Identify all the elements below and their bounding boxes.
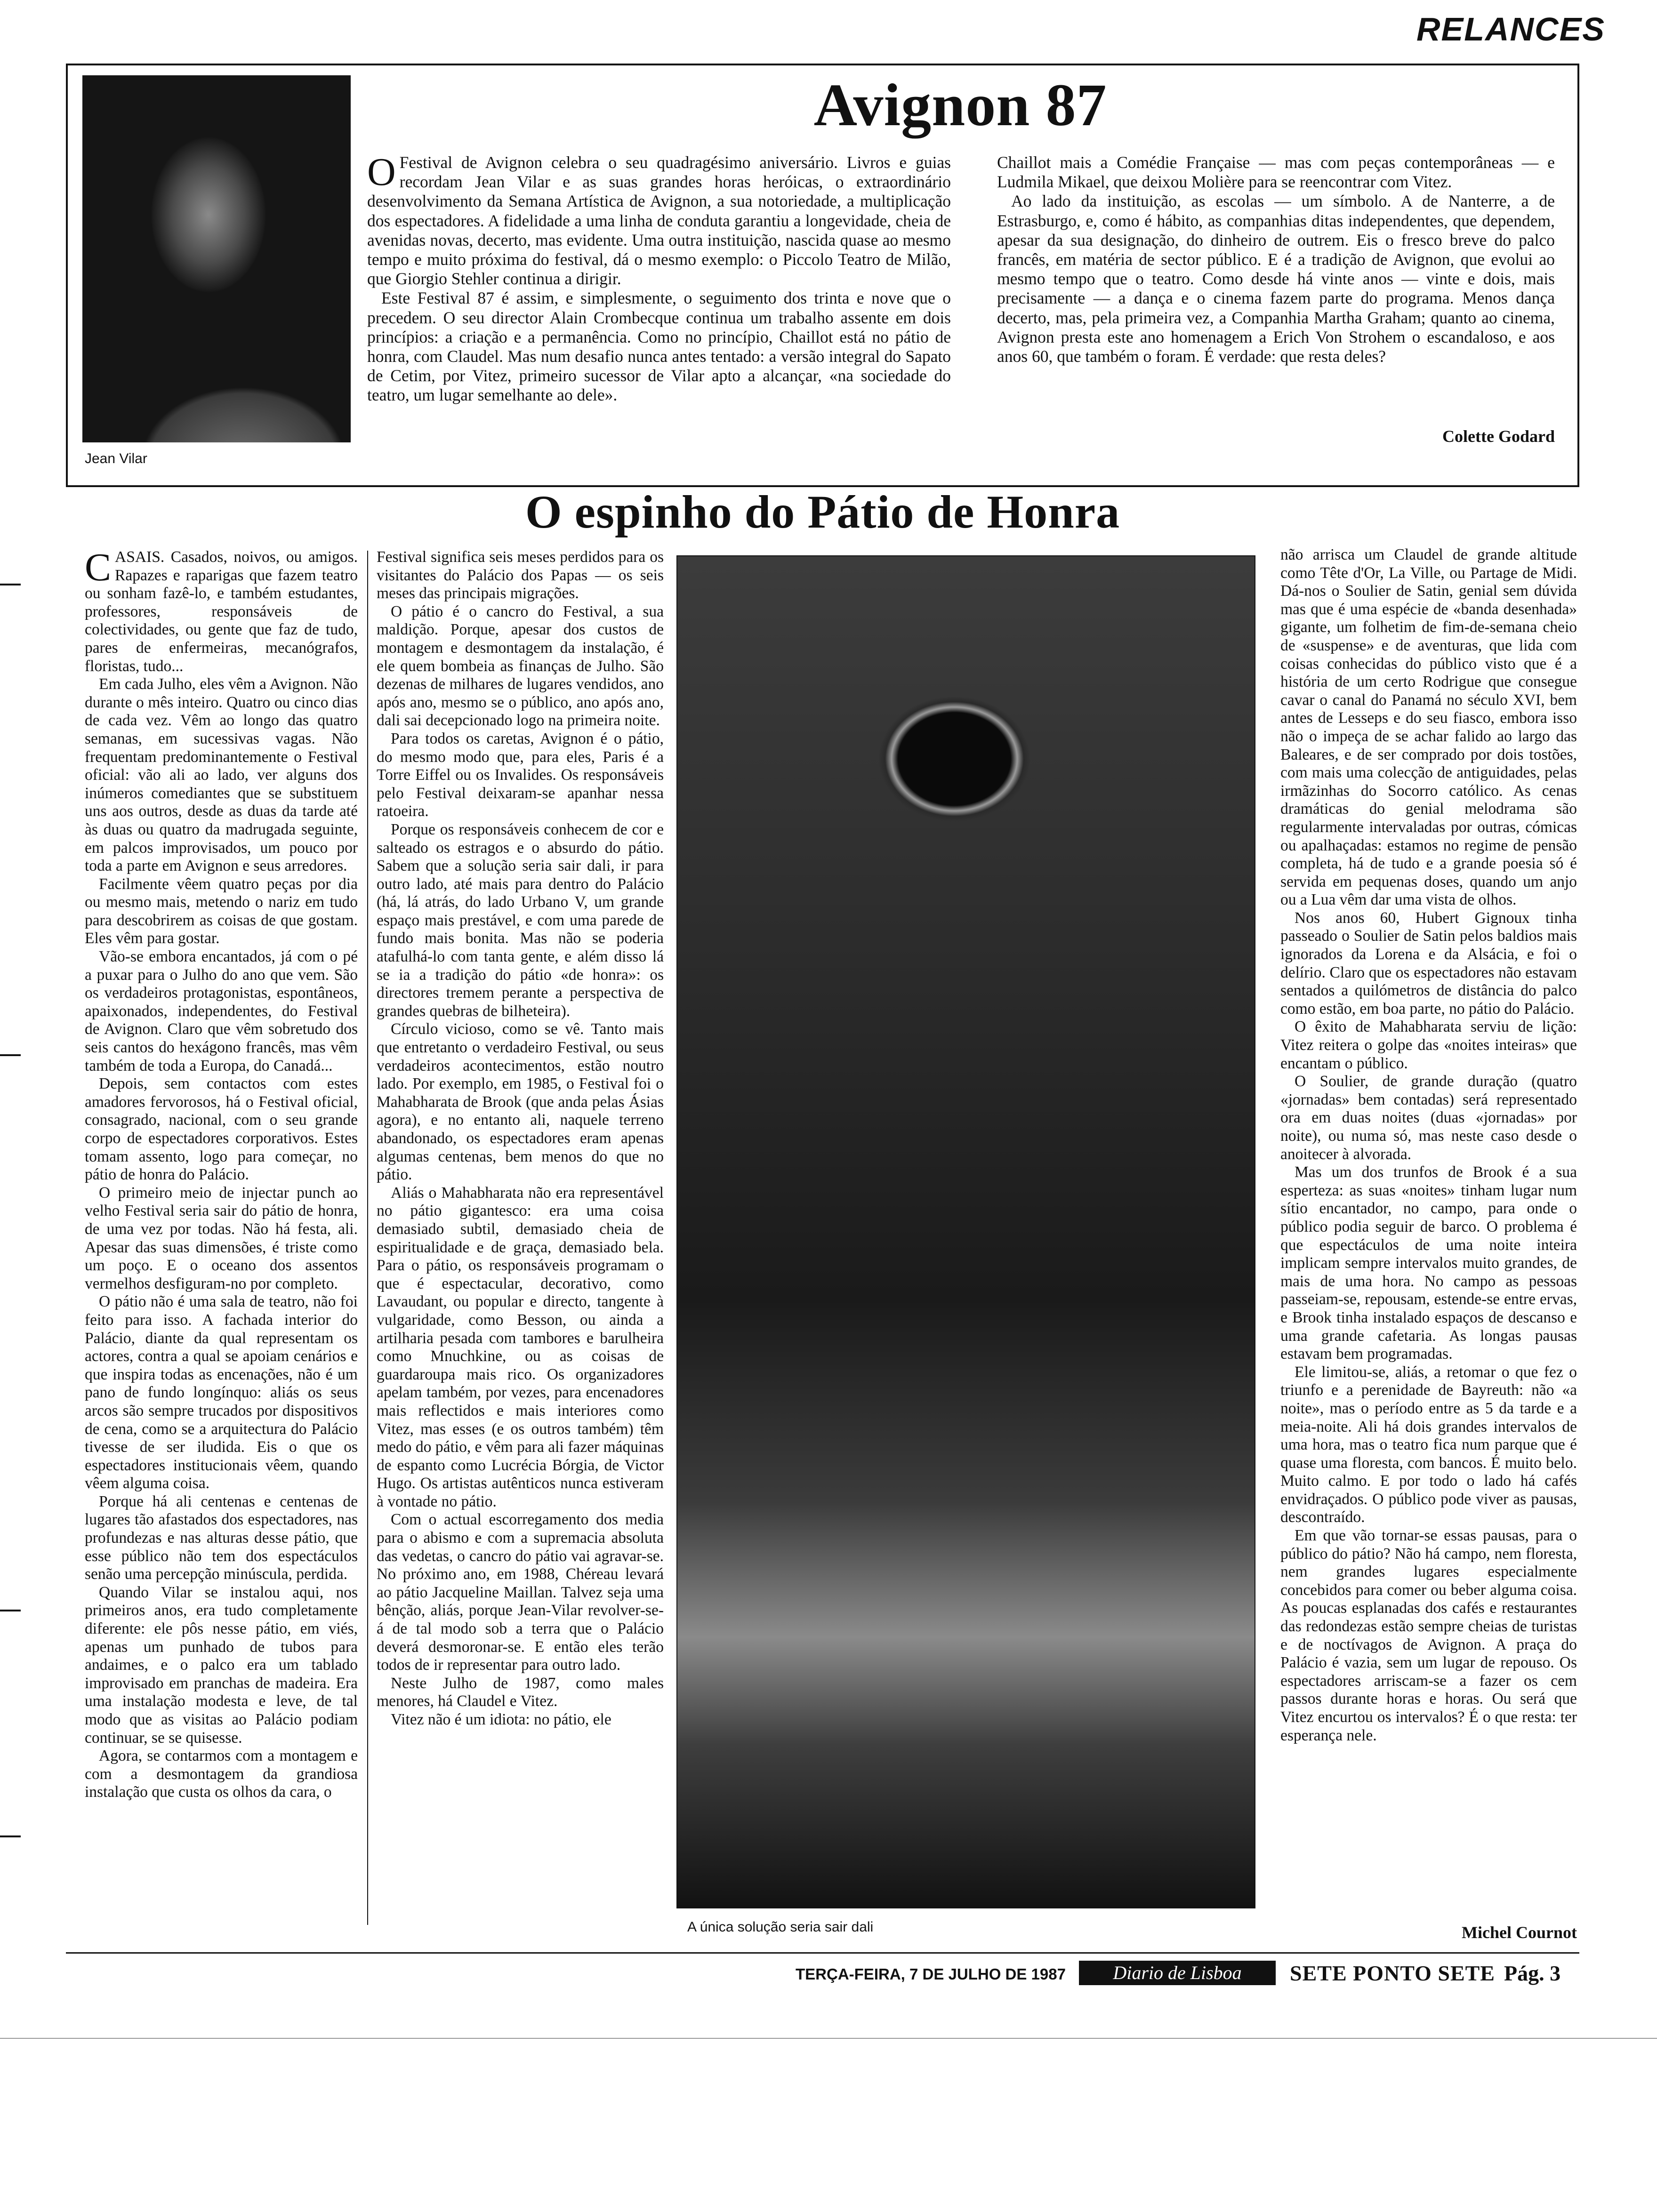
margin-mark (0, 1835, 21, 1837)
dropcap: C (85, 545, 112, 589)
main-article-column-2: Festival significa seis meses perdidos para os visitantes do Palácio dos Papas — os seis meses das principais migrações. O pátio é o cancro do Festival, a sua maldição. Porque, apesar dos custos de montagem e desmontagem da instalação, é ele quem bombeia as finanças de Julho. São dezenas de milhares de lugares vendidos, ano após ano, mesmo se o público, ano após ano, dali sai decepcionado logo na primeira noite. Para todos os caretas, Avignon é o pátio, do mesmo modo que, para eles, Paris é a Torre Eiffel ou os Invalides. Os responsáveis pelo Festival deixaram-se apanhar nessa ratoeira. Porque os responsáveis conhecem de cor e salteado os estragos e o absurdo do pátio. Sabem que a solução seria sair dali, ir para outro lado, até mais para dentro do Palácio (há, lá atrás, do lado Urbano V, um grande espaço mais prestável, e com uma parede de fundo mais bonita. Mas não se poderia atafulhá-lo com tanta gente, e além disso lá se ia a tradição do pátio «de honra»: os directores tremem perante a perspectiva de grandes quebras de bilheteira). Círculo vicioso, como se vê. Tanto mais que entretanto o verdadeiro Festival, ou seus verdadeiros acontecimentos, estão noutro lado. Por exemplo, em 1985, o Festival foi o Mahabharata de Brook (que anda pelas Ásias agora), e no entanto ali, naquele terreno abandonado, os espectadores eram apenas algumas centenas, bem menos do que no pátio. Aliás o Mahabharata não era representável no pátio gigantesco: era uma coisa demasiado subtil, demasiado cheia de espiritualidade e de graça, demasiado bela. Para o pátio, os responsáveis programam o que é espectacular, decorativo, como Lavaudant, ou popular e directo, tangente à vulgaridade, como Besson, ou ainda a artilharia pesada com tambores e barulheira como Mnuchkine, ou as coisas de guardaroupa mais rico. Os organizadores apelam também, por vezes, para encenadores mais reflectidos e mais interiores como Vitez, mas esses (e os outros também) têm medo do pátio, e vêm para ali fazer máquinas de espanto como Lucrécia Bórgia, de Victor Hugo. Os artistas autênticos nunca estiveram à vontade no pátio. Com o actual escorregamento dos media para o abismo e com a supremacia absoluta das vedetas, o cancro do pátio vai agravar-se. No próximo ano, em 1988, Chéreau levará ao pátio Jacqueline Maillan. Talvez seja uma bênção, aliás, porque Jean-Vilar revolver-se-á de tal modo sob a terra que o Palácio deverá desmoronar-se. E então eles terão todos de ir representar para outro lado. Neste Julho de 1987, como males menores, há Claudel e Vitez. Vitez não é um idiota: no pátio, ele (377, 548, 664, 1728)
margin-mark (0, 1610, 21, 1611)
newspaper-masthead: Diario de Lisboa (1079, 1961, 1276, 1985)
jean-vilar-photo (82, 75, 351, 442)
footer-rule (66, 1952, 1579, 1954)
top-article-column-2: Chaillot mais a Comédie Française — mas com peças contemporâneas — e Ludmila Mikael, que deixou Molière para se reencontrar com Vitez. Ao lado da instituição, as escolas — um símbolo. A de Nanterre, a de Estrasburgo, e, como é hábito, as companhias ditas independentes, que dependem, apesar da sua designação, do dinheiro de outrem. Eis o fresco breve do palco francês, em matéria de sector público. E é a tradição de Avignon, que evolui ao mesmo tempo que o teatro. Como desde há vinte anos — vinte e dois, mais precisamente — a dança e o cinema fazem parte do programa. Menos dança decerto, mas, pela primeira vez, a Companhia Martha Graham; quanto ao cinema, Avignon presta este ano homenagem a Erich Von Strohem o escandaloso, e aos anos 60, que também o foram. É verdade: que resta deles? (997, 153, 1555, 366)
main-article-signature: Michel Cournot (1462, 1923, 1577, 1942)
margin-mark (0, 584, 21, 585)
main-article-column-3: não arrisca um Claudel de grande altitude como Tête d'Or, La Ville, ou Partage de Midi. Dá-nos o Soulier de Satin, genial sem dúvida mas que é uma espécie de «banda desenhada» gigante, um folhetim de fim-de-semana cheio de «suspense» e de aventuras, que lida com coisas conhecidas do público visto que é a história de um certo Rodrigue que consegue cavar o canal do Panamá no século XVI, bem antes de Lesseps e do seu fiasco, embora isso não o impeça de se achar falido ao largo das Baleares, e de ser comprado por dois tostões, com mais uma colecção de antiguidades, pelas irmãzinhas do Socorro católico. As cenas dramáticas do genial melodrama são regularmente intervaladas por outras, cómicas ou apalhaçadas: estamos no regime de pensão completa, há de tudo e a grande poesia só é servida em pequenas doses, quando um anjo ou a Lua vêm dar uma vista de olhos. Nos anos 60, Hubert Gignoux tinha passeado o Soulier de Satin pelos baldios mais ignorados da Lorena e da Alsácia, e foi o delírio. Claro que os espectadores não estavam sentados a quilómetros de distância do palco como estão, em boa parte, no pátio do Palácio. O êxito de Mahabharata serviu de lição: Vitez reitera o golpe das «noites inteiras» que encantam o público. O Soulier, de grande duração (quatro «jornadas» bem contadas) será representado ora em duas noites (duas «jornadas» por noite), ou numa só, mas neste caso desde o anoitecer à alvorada. Mas um dos trunfos de Brook é a sua esperteza: as suas «noites» tinham lugar num sítio encantador, no campo, para onde o público podia seguir de barco. O problema é que espectáculos de uma noite inteira implicam sempre intervalos muito grandes, de mais de uma hora. No campo as pessoas passeiam-se, repousam, estende-se entre ervas, e Brook tinha instalado espaços de descanso e uma grande cafetaria. As longas pausas estavam bem programadas. Ele limitou-se, aliás, a retomar o que fez o triunfo e a perenidade de Bayreuth: não «a noite», mas o período entre as 5 da tarde e a meia-noite. Ali há dois grandes intervalos de uma hora, mas o teatro fica num parque que é quase uma floresta, com bancos. É muito belo. Muito calmo. E por todo o lado há cafés envidraçados. O público pode viver as pausas, descontraído. Em que vão tornar-se essas pausas, para o público do pátio? Não há campo, nem floresta, nem grandes lugares especialmente concebidos para comer ou beber alguma coisa. As poucas esplanadas dos cafés e restaurantes das redondezas estão sempre cheias de turistas e de noctívagos de Avignon. A praça do Palácio é vazia, sem um lugar de repouso. Os espectadores arriscam-se a fazer os cem passos durante horas e horas. Ou será que Vitez encurtou os intervalos? É o que resta: ter esperança nele. (1280, 546, 1577, 1744)
supplement-name: SETE PONTO SETE (1290, 1961, 1495, 1985)
section-tag: RELANCES (1416, 11, 1605, 48)
page-number: Pág. 3 (1504, 1961, 1561, 1985)
scan-line (0, 2038, 1657, 2039)
top-article-signature: Colette Godard (1442, 427, 1555, 446)
top-article-title: Avignon 87 (813, 72, 1107, 138)
main-article-column-1: CASAIS. Casados, noivos, ou amigos. Rapazes e raparigas que fazem teatro ou sonham fazê-lo, e também estudantes, professores, responsáveis de colectividades, ou gente que faz de tudo, pares de enfermeiras, mecanógrafos, floristas, tudo... Em cada Julho, eles vêm a Avignon. Não durante o mês inteiro. Quatro ou cinco dias de cada vez. Vêm ao longo das quatro semanas, em sucessivas vagas. Não frequentam predominantemente o Festival oficial: vão ali ao lado, ver alguns dos inúmeros comediantes que se substituem uns aos outros, desde as duas da tarde até às duas ou quatro da madrugada seguinte, em palcos improvisados, um pouco por toda a parte em Avignon e seus arredores. Facilmente vêem quatro peças por dia ou mesmo mais, metendo o nariz em tudo para descobrirem as coisas de que gostam. Eles vêm para gostar. Vão-se embora encantados, já com o pé a puxar para o Julho do ano que vem. São os verdadeiros protagonistas, espontâneos, apaixonados, independentes, do Festival de Avignon. Claro que vêm sobretudo dos seis cantos do hexágono francês, mas vêm também de toda a Europa, do Canadá... Depois, sem contactos com estes amadores fervorosos, há o Festival oficial, consagrado, nacional, com o seu grande corpo de espectadores corporativos. Estes tomam assento, logo para começar, no pátio de honra do Palácio. O primeiro meio de injectar punch ao velho Festival seria sair do pátio de honra, de uma vez por todas. Não há festa, ali. Apesar das suas dimensões, é triste como um poço. E o oceano dos assentos vermelhos desfiguram-no por completo. O pátio não é uma sala de teatro, não foi feito para isso. A fachada interior do Palácio, diante da qual representam os actores, contra a qual se apoiam cenários e que inspira todas as encenações, não é um pano de fundo longínquo: aliás os seus arcos são sempre trucados por dispositivos de cena, como se a arquitectura do Palácio tivesse de ser iludida. Eis o que os espectadores institucionais vêem, quando vêem alguma coisa. Porque há ali centenas e centenas de lugares tão afastados dos espectadores, nas profundezas e nas alturas desse pátio, que esse público não tem dos espectáculos senão uma percepção minúscula, perdida. Quando Vilar se instalou aqui, nos primeiros anos, era tudo completamente diferente: ele pôs nesse pátio, em viés, apenas um punhado de tubos para andaimes, e o palco era um tablado improvisado em pranchas de madeira. Era uma instalação modesta e leve, de tal modo que as visitas ao Palácio podiam continuar, se se quisesse. Agora, se contarmos com a montagem e com a desmontagem da grandiosa instalação que custa os olhos da cara, o (85, 545, 358, 1801)
column-rule (367, 551, 368, 1925)
photo-caption: Jean Vilar (85, 451, 147, 466)
dropcap: O (367, 150, 396, 194)
top-article-column-1: O Festival de Avignon celebra o seu quadragésimo aniversário. Livros e guias recordam Jean Vilar e as suas grandes horas heróicas, o extraordinário desenvolvimento da Semana Artística de Avignon, a sua notoriedade, a multiplicação dos espectadores. A fidelidade a uma linha de conduta garantiu a longevidade, cheia de avenidas novas, decerto, mas evidente. Uma outra instituição, nascida quase ao mesmo tempo e muito próxima do festival, dá o mesmo exemplo: o Piccolo Teatro de Milão, que Giorgio Stehler continua a dirigir. Este Festival 87 é assim, e simplesmente, o seguimento dos trinta e nove que o precedem. O seu director Alain Crombecque continua um trabalho assente em dois princípios: a criação e a permanência. Como no princípio, Chaillot está no pátio de honra, com Claudel. Mas num desafio nunca antes tentado: a versão integral do Sapato de Cetim, por Vitez, primeiro sucessor de Vilar apto a alcançar, «na sociedade do teatro, um lugar semelhante ao dele». (367, 150, 951, 405)
stage-photo-caption: A única solução seria sair dali (687, 1919, 874, 1935)
main-article-title: O espinho do Pátio de Honra (525, 486, 1120, 538)
margin-mark (0, 1054, 21, 1056)
footer-date: TERÇA-FEIRA, 7 DE JULHO DE 1987 (796, 1965, 1066, 1983)
stage-photo (676, 555, 1255, 1908)
